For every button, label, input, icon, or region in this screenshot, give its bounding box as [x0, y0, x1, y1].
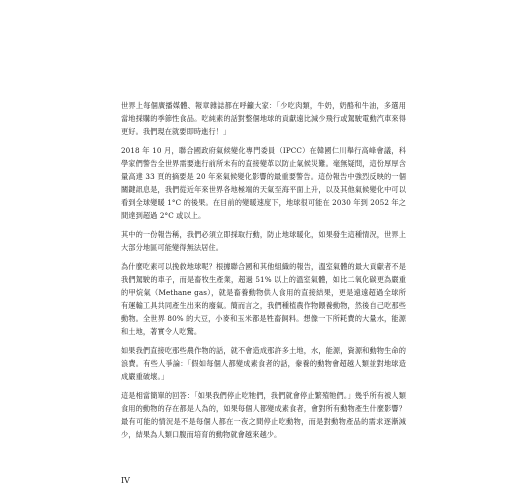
paragraph-1: 世界上每個廣播媒體、報章雜誌都在呼籲大家：「少吃肉類，牛奶，奶酪和牛油，多選用當地採購的季節性食品。吃純素的話對整個地球的貢獻遠比減少飛行或駕駛電動汽車來得更好。我們現在就要即時進行！」 [121, 101, 406, 136]
page-number: IV [121, 476, 130, 485]
paragraph-5: 如果我們直接吃那些農作物的話，就不會造成那許多土地，水，能源，資源和動物生命的浪費。有些人爭論：「假如每個人都變成素食者的話，豢養的動物會超越人類並對地球造成嚴重破壞。」 [121, 346, 406, 381]
paragraph-4: 為什麼吃素可以挽救地球呢？根據聯合國和其他組織的報告，溫室氣體的最大貢獻者不是我們駕駛的車子，而是畜牧生產業，超過 51% 以上的溫室氣體，如比二氧化碳更為嚴重的甲烷氣（Methane gas），就是畜養動物供人食用的直接結果，更是遠遠超過全球所有運輸工具共同產生出來的廢氣。簡而言之，我們種植農作物餵養動物，然後自己吃那些動物。全世界 80% 的大豆，小麥和玉米都是牲畜飼料。想像一下所耗費的大量水，能源和土地，著實令人吃驚。 [121, 262, 406, 336]
body-text [121, 99, 406, 447]
paragraph-6: 這是相當簡單的回答：「如果我們停止吃牠們，我們就會停止繁殖牠們。」幾乎所有被人類食用的動物的存在都是人為的，如果每個人都變成素食者，會對所有動物產生什麼影響？最有可能的情況是不是每個人都在一夜之間停止吃動物，而是對動物產品的需求逐漸減少，結果為人類口腹而培育的動物就會越來越少。 [121, 391, 406, 439]
paragraph-2: 2018 年 10 月，聯合國政府氣候變化專門委員（IPCC）在韓國仁川舉行高峰會議，科學家們警告全世界需要進行前所未有的直接變革以防止氣候災難。毫無疑問，這份厚厚含量高達 33 頁的摘要是 20 年來氣候變化影響的最重要警告。這份報告中強烈反映的一個關鍵訊息是，我們從近年來世界各地極端的天氣至海平面上升，以及其他氣候變化中可以看到全球變暖 1°C 的後果。在目前的變暖速度下，地球很可能在 2030 年到 2052 年之間達到超過 2°C 或以上。 [121, 146, 406, 220]
paragraph-3: 其中的一份報告稱，我們必須立即採取行動，防止地球暖化，如果發生這種情況，世界上大部分地區可能變得無法居住。 [121, 230, 406, 252]
